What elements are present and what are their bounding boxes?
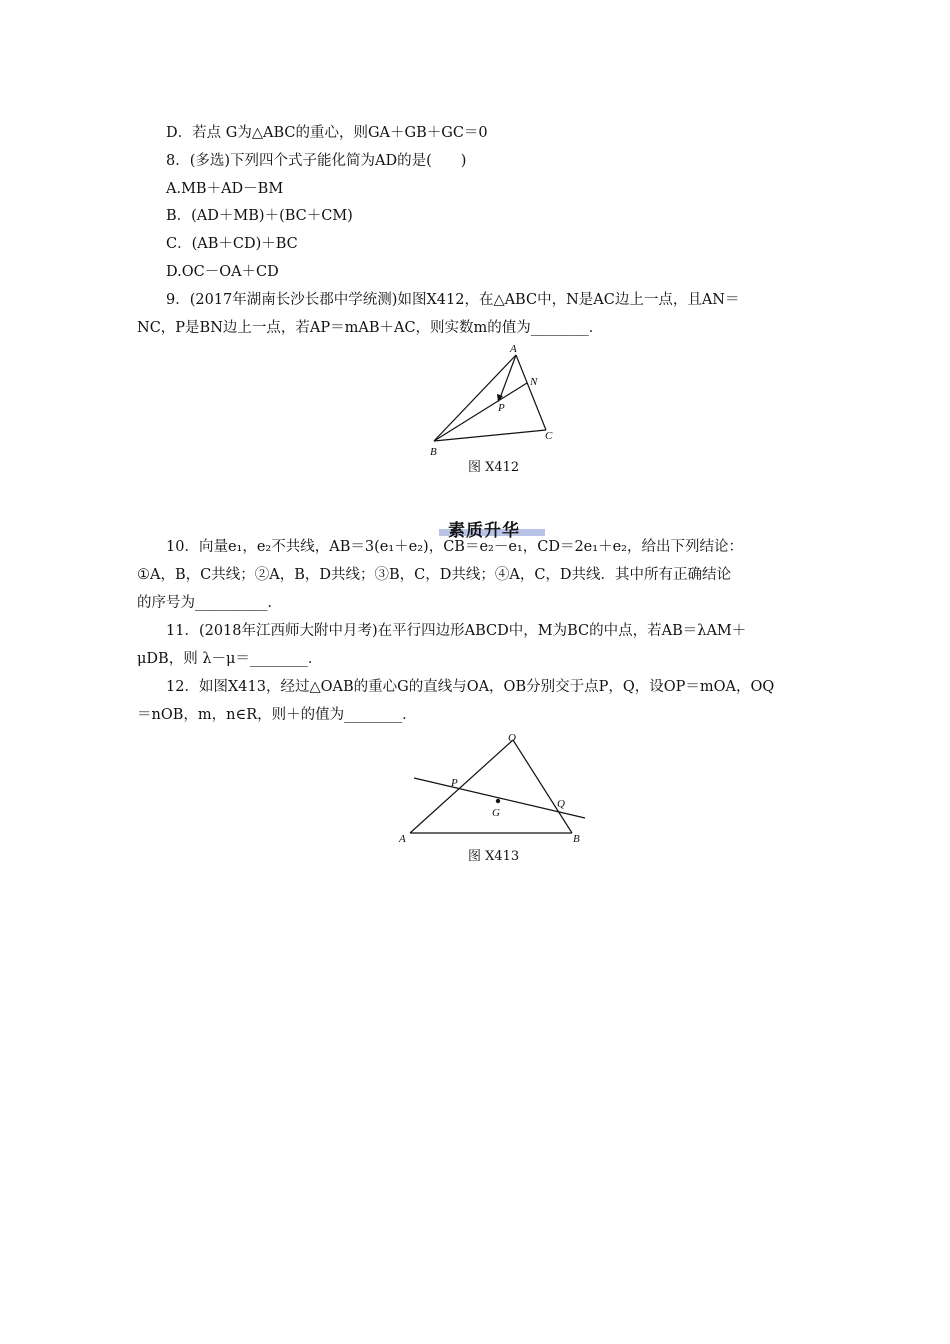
q8-option-c: C．(AB＋CD)＋BC: [166, 236, 298, 252]
q10-line-2: ①A，B，C共线；②A，B，D共线；③B，C，D共线；④A，C，D共线．其中所有正确结论: [137, 567, 732, 583]
q12-line-1: 12．如图X413，经过△OAB的重心G的直线与OA，OB分别交于点P，Q，设OP＝mOA，OQ: [166, 679, 775, 695]
label-n: N: [530, 376, 538, 388]
segment-ac: [516, 355, 546, 430]
q8-option-b: B．(AD＋MB)＋(BC＋CM): [166, 208, 353, 224]
q11-line-2: μDB，则 λ－μ＝________．: [137, 651, 323, 667]
q8-stem: 8．(多选)下列四个式子能化简为AD的是( ): [166, 153, 467, 169]
label-b: B: [430, 446, 437, 458]
label-b: B: [573, 833, 580, 845]
label-p: P: [498, 402, 505, 414]
segment-oa: [410, 740, 513, 833]
label-c: C: [545, 430, 553, 442]
q7-option-d: D．若点 G为△ABC的重心，则GA＋GB＋GC＝0: [166, 125, 488, 141]
q8-option-a: A.MB＋AD－BM: [166, 181, 284, 197]
segment-ob: [513, 740, 572, 833]
label-q: Q: [557, 798, 565, 810]
segment-bc: [434, 430, 546, 441]
centroid-point: [496, 799, 500, 803]
label-o: O: [508, 732, 516, 744]
figure-x412: [420, 340, 570, 460]
label-p: P: [451, 777, 458, 789]
q8-option-d: D.OC－OA＋CD: [166, 264, 279, 280]
section-title: 素质升华: [448, 521, 520, 541]
figure-x412-caption: 图 X412: [468, 460, 520, 475]
q9-line-2: NC，P是BN边上一点，若AP＝mAB＋AC，则实数m的值为________．: [137, 320, 604, 336]
q10-line-3: 的序号为__________．: [137, 595, 282, 611]
q10-line-1: 10．向量e₁，e₂不共线，AB＝3(e₁＋e₂)，CB＝e₂－e₁，CD＝2e₁＋e₂，给出下列结论：: [166, 539, 743, 555]
label-a: A: [510, 343, 517, 355]
label-g: G: [492, 807, 500, 819]
figure-x413: [395, 730, 595, 850]
label-a: A: [399, 833, 406, 845]
q11-line-1: 11．(2018年江西师大附中月考)在平行四边形ABCD中，M为BC的中点，若AB＝λAM＋: [166, 623, 747, 639]
figure-x413-caption: 图 X413: [468, 849, 520, 864]
q12-line-2: ＝nOB，m，n∈R，则＋的值为________．: [137, 707, 417, 723]
q9-line-1: 9．(2017年湖南长沙长郡中学统测)如图X412，在△ABC中，N是AC边上一点，且AN＝: [166, 292, 740, 308]
